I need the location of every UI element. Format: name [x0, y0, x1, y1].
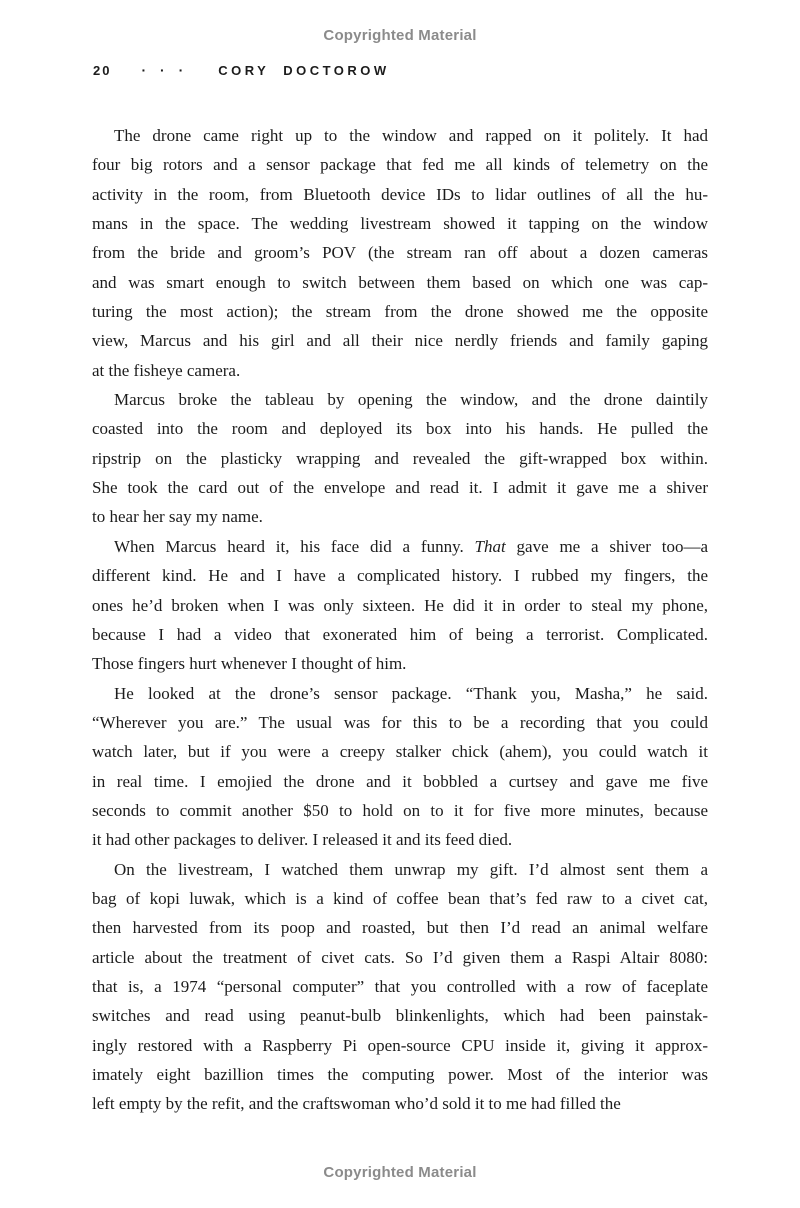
text-line: different kind. He and I have a complicated history. I rubbed my fingers, the: [92, 566, 708, 586]
text-line: it had other packages to deliver. I released it and its feed died.: [92, 830, 513, 850]
text-line: four big rotors and a sensor package that fed me all kinds of telemetry on the: [92, 155, 708, 175]
text-line: activity in the room, from Bluetooth device IDs to lidar outlines of all the hu-: [92, 184, 708, 204]
text-line: On the livestream, I watched them unwrap my gift. I’d almost sent them a: [114, 859, 708, 879]
text-line: then harvested from its poop and roasted, but then I’d read an animal welfare: [92, 918, 708, 938]
text-line: article about the treatment of civet cats. So I’d given them a Raspi Altair 8080:: [92, 947, 708, 967]
text-line: ingly restored with a Raspberry Pi open-source CPU inside it, giving it approx-: [92, 1035, 708, 1055]
page-number: 20: [93, 62, 112, 78]
text-line: He looked at the drone’s sensor package. “Thank you, Masha,” he said.: [114, 683, 708, 703]
text-line: switches and read using peanut-bulb blinkenlights, which had been painstak-: [92, 1006, 708, 1026]
text-line: at the fisheye camera.: [92, 360, 241, 380]
text-line: ones he’d broken when I was only sixteen. He did it in order to steal my phone,: [92, 595, 708, 615]
text-line: and was smart enough to switch between them based on which one was cap-: [92, 272, 708, 292]
text-line: to hear her say my name.: [92, 507, 263, 527]
text-line: in real time. I emojied the drone and it bobbled a curtsey and gave me five: [92, 771, 708, 791]
author-name: CORY DOCTOROW: [218, 62, 390, 78]
copyright-notice-top: Copyrighted Material: [323, 27, 477, 44]
text-line: Those fingers hurt whenever I thought of him.: [92, 654, 407, 674]
copyright-notice-bottom: Copyrighted Material: [323, 1164, 477, 1181]
text-line: view, Marcus and his girl and all their nice nerdly friends and family gaping: [92, 331, 708, 351]
body-paragraph: [92, 121, 708, 385]
text-line: She took the card out of the envelope and read it. I admit it gave me a shiver: [92, 478, 708, 498]
text-line: turing the most action); the stream from the drone showed me the opposite: [92, 302, 708, 322]
text-line: left empty by the refit, and the craftswoman who’d sold it to me had filled the: [92, 1094, 621, 1114]
text-line: When Marcus heard it, his face did a funny. That gave me a shiver too—a: [114, 536, 709, 556]
text-line: watch later, but if you were a creepy stalker chick (ahem), you could watch it: [92, 742, 708, 762]
text-line: from the bride and groom’s POV (the stream ran off about a dozen cameras: [92, 243, 708, 263]
body-text: [92, 121, 708, 1119]
text-line: ripstrip on the plasticky wrapping and revealed the gift-wrapped box within.: [92, 448, 708, 468]
text-line: Marcus broke the tableau by opening the window, and the drone daintily: [114, 390, 708, 410]
text-line: mans in the space. The wedding livestream showed it tapping on the window: [92, 214, 708, 234]
text-line: because I had a video that exonerated him of being a terrorist. Complicated.: [92, 624, 708, 644]
text-line: bag of kopi luwak, which is a kind of coffee bean that’s fed raw to a civet cat,: [92, 888, 708, 908]
text-line: “Wherever you are.” The usual was for this to be a recording that you could: [92, 712, 708, 732]
text-line: coasted into the room and deployed its box into his hands. He pulled the: [92, 419, 708, 439]
body-paragraph: [92, 385, 708, 532]
header-separator-dots: · · ·: [141, 62, 189, 78]
body-paragraph: [92, 679, 708, 855]
text-line: that is, a 1974 “personal computer” that you controlled with a row of faceplate: [92, 976, 708, 996]
running-header: [93, 62, 390, 78]
text-line: seconds to commit another $50 to hold on to it for five more minutes, because: [92, 800, 708, 820]
text-line: The drone came right up to the window and rapped on it politely. It had: [114, 126, 708, 145]
body-paragraph: [92, 855, 708, 1119]
body-paragraph: [92, 532, 708, 679]
text-line: imately eight bazillion times the computing power. Most of the interior was: [92, 1065, 708, 1084]
